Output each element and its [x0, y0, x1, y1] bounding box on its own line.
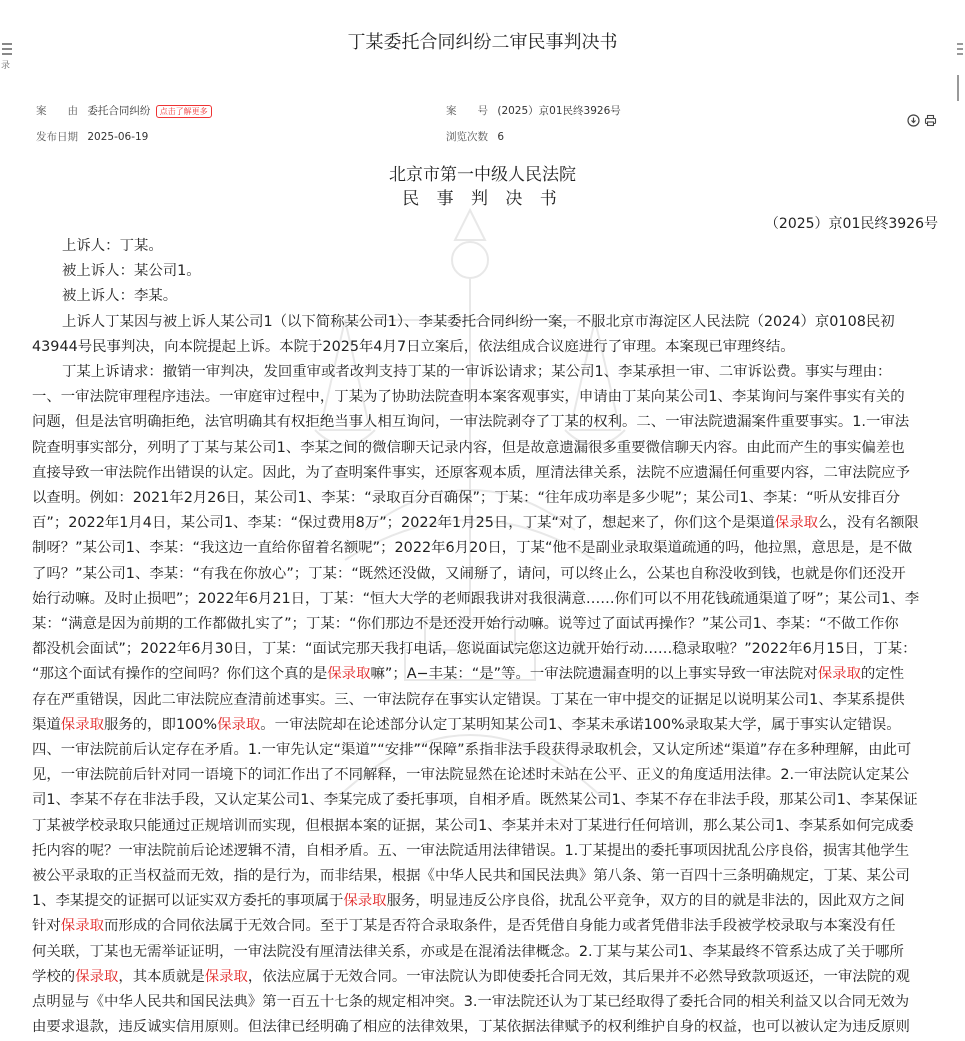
paragraph-2-line: 点明显与《中华人民共和国民法典》第一百五十七条的规定相冲突。3.一审法院还认为丁某已经取得了委托合同的相关利益又以合同无效为	[32, 994, 910, 1011]
highlighted-term: 保录取	[217, 716, 261, 733]
paragraph-2-line: 都没机会面试”；2022年6月30日，丁某：“面试完那天我打电话，您说面试完您这边就开始行动……稳录取啦？”2022年6月15日，丁某：	[32, 641, 917, 658]
publish-date-label: 发布日期	[36, 131, 78, 143]
highlighted-term: 保录取	[343, 893, 387, 910]
learn-more-badge[interactable]: 点击了解更多	[156, 105, 212, 118]
document-title: 丁某委托合同纠纷二审民事判决书	[347, 32, 618, 53]
cause-label: 案 由	[36, 105, 78, 117]
view-count-value: 6	[497, 131, 505, 143]
paragraph-2-line: 托内容的呢？一审法院前后论述逻辑不清，自相矛盾。五、一审法院适用法律错误。1.丁某提出的委托事项因扰乱公序良俗，损害其他学生	[32, 842, 910, 859]
cause-value: 委托合同纠纷	[87, 105, 151, 117]
highlighted-term: 保录取	[817, 666, 861, 683]
highlighted-term: 保录取	[204, 968, 248, 985]
case-number-heading: （2025）京01民终3926号	[764, 216, 938, 232]
case-number-label: 案 号	[446, 105, 488, 117]
judgment-body	[32, 234, 940, 1041]
paragraph-2-line: 以查明。例如：2021年2月26日，某公司1、李某：“录取百分百确保”；丁某：“往年成功率是多少呢”；某公司1、李某：“听从安排百分	[32, 490, 900, 507]
paragraph-2-line: 直接导致一审法院作出错误的认定。因此，为了查明案件事实，还原客观本质，厘清法律关系，法院不应遗漏任何重要内容，二审法院应予	[32, 464, 910, 481]
paragraph-2-line: 一、一审法院审理程序违法。一审庭审过程中，丁某为了协助法院查明本案客观事实，申请由丁某向某公司1、李某询问与案件事实有关的	[32, 389, 905, 406]
highlighted-term: 保录取	[327, 666, 371, 683]
paragraph-2-line: 四、一审法院前后认定存在矛盾。1.一审先认定“渠道”“安排”“保障”系指非法手段获得录取机会，又认定所述“渠道”存在多种理解，由此可	[32, 742, 912, 759]
paragraph-2-line: 何关联，丁某也无需举证证明，一审法院没有厘清法律关系，亦或是在混淆法律概念。2.丁某与某公司1、李某最终不管系达成了关于哪所	[32, 943, 904, 960]
paragraph-2-line: 丁某被学校录取只能通过正规培训而实现，但根据本案的证据，某公司1、李某并未对丁某进行任何培训，那么某公司1、李某系如何完成委	[32, 817, 914, 834]
publish-date-value: 2025-06-19	[87, 131, 149, 143]
paragraph-2-line: 了吗？”某公司1、李某：“有我在你放心”；丁某：“既然还没做，又闹掰了，请问，可以终止么，公某也自称没收到钱，也就是你们还没开	[32, 565, 906, 582]
document-type: 民 事 判 决 书	[402, 189, 563, 209]
party-appellant: 上诉人：丁某。	[62, 238, 163, 254]
view-count-label: 浏览次数	[446, 131, 488, 143]
left-rail-label: 录	[1, 61, 11, 71]
paragraph-2-line: 始行动嘛。及时止损吧”；2022年6月21日，丁某：“恒大大学的老师跟我讲对我很满意……你们可以不用花钱疏通渠道了呀”；某公司1、李	[32, 590, 920, 607]
paragraph-2-line: 被公平录取的正当权益而无效，指的是行为，而非结果，根据《中华人民共和国民法典》第八条、第一百四十三条明确规定，丁某、某公司	[32, 868, 910, 885]
party-appellee-1: 被上诉人：某公司1。	[62, 263, 201, 280]
paragraph-2-line: 院查明事实部分，列明了丁某与某公司1、李某之间的微信聊天记录内容，但是故意遗漏很多重要微信聊天内容。由此而产生的事实偏差也	[32, 439, 905, 456]
cause-row	[36, 103, 212, 118]
download-icon[interactable]	[907, 112, 920, 125]
paragraph-2-line: 百”；2022年1月4日，某公司1、李某：“保过费用8万”；2022年1月25日，丁某“对了，想起来了，你们这个是渠道保录取么，没有名额限	[32, 515, 919, 532]
publish-date-row	[36, 129, 148, 144]
highlighted-term: 保录取	[774, 515, 818, 532]
paragraph-2-line: 司1、李某不存在非法手段，又认定某公司1、李某完成了委托事项，自相矛盾。既然某公司1、李某不存在非法手段，那某公司1、李某保证	[32, 792, 918, 809]
paragraph-1-line: 43944号民事判决，向本院提起上诉。本院于2025年4月7日立案后，依法组成合议庭进行了审理。本案现已审理终结。	[32, 338, 795, 355]
case-number-value: (2025）京01民终3926号	[497, 105, 621, 117]
paragraph-2-line: 1、李某提交的证据可以证实双方委托的事项属于保录取服务，明显违反公序良俗，扰乱公平竞争，双方的目的就是非法的，因此双方之间	[32, 893, 905, 910]
paragraph-2-line: 问题，但是法官明确拒绝，法官明确其有权拒绝当事人相互询问，一审法院剥夺了丁某的权利。二、一审法院遗漏案件重要事实。1.一审法	[32, 414, 910, 431]
paragraph-2-line: 渠道保录取服务的，即100%保录取。一审法院却在论述部分认定丁某明知某公司1、李某未承诺100%录取某大学，属于事实认定错误。	[32, 716, 901, 733]
paragraph-2-line: 针对保录取而形成的合同依法属于无效合同。至于丁某是否符合录取条件，是否凭借自身能力或者凭借非法手段被学校录取与本案没有任	[32, 918, 896, 935]
paragraph-2-first-line: 丁某上诉请求：撤销一审判决，发回重审或者改判支持丁某的一审诉讼请求；某公司1、李某承担一审、二审诉讼费。事实与理由：	[62, 364, 892, 381]
court-name: 北京市第一中级人民法院	[389, 165, 576, 185]
paragraph-2-line: 制呀？”某公司1、李某：“我这边一直给你留着名额呢”；2022年6月20日，丁某“他不是副业录取渠道疏通的吗，他拉黑，意思是，是不做	[32, 540, 913, 557]
print-icon[interactable]	[924, 112, 937, 125]
paragraph-2-lines	[32, 385, 940, 1040]
view-count-row	[446, 129, 504, 144]
scroll-handle[interactable]	[957, 75, 959, 101]
paragraph-2-line: 学校的保录取，其本质就是保录取，依法应属于无效合同。一审法院认为即使委托合同无效，其后果并不必然导致款项返还，一审法院的观	[32, 968, 910, 985]
case-number-row	[446, 103, 621, 118]
highlighted-term: 保录取	[60, 918, 104, 935]
highlighted-term: 保录取	[75, 968, 119, 985]
paragraph-1-first-line: 上诉人丁某因与被上诉人某公司1（以下简称某公司1）、李某委托合同纠纷一案，不服北京市海淀区人民法院（2024）京0108民初	[62, 313, 895, 330]
toolbar	[907, 112, 937, 125]
paragraph-2-line: 存在严重错误，因此二审法院应查清前述事实。三、一审法院存在事实认定错误。丁某在一审中提交的证据足以说明某公司1、李某系提供	[32, 691, 905, 708]
highlighted-term: 保录取	[60, 716, 104, 733]
paragraph-2-line: “那这个面试有操作的空间吗？你们这个真的是保录取嘛”；A−丰某：“是”等。一审法院遗漏查明的以上事实导致一审法院对保录取的定性	[32, 666, 905, 683]
paragraph-2-line: 由要求退款，违反诚实信用原则。但法律已经明确了相应的法律效果，丁某依据法律赋予的权利维护自身的权益，也可以被认定为违反原则	[32, 1019, 910, 1036]
paragraph-2-line: 见，一审法院前后针对同一语境下的词汇作出了不同解释，一审法院显然在论述时未站在公平、正义的角度适用法律。2.一审法院认定某公	[32, 767, 910, 784]
paragraph-2-line: 某：“满意是因为前期的工作都做扎实了”；丁某：“你们那边不是还没开始行动嘛。说等过了面试再操作？”某公司1、李某：“不做工作你	[32, 616, 899, 633]
party-appellee-2: 被上诉人：李某。	[62, 288, 178, 305]
